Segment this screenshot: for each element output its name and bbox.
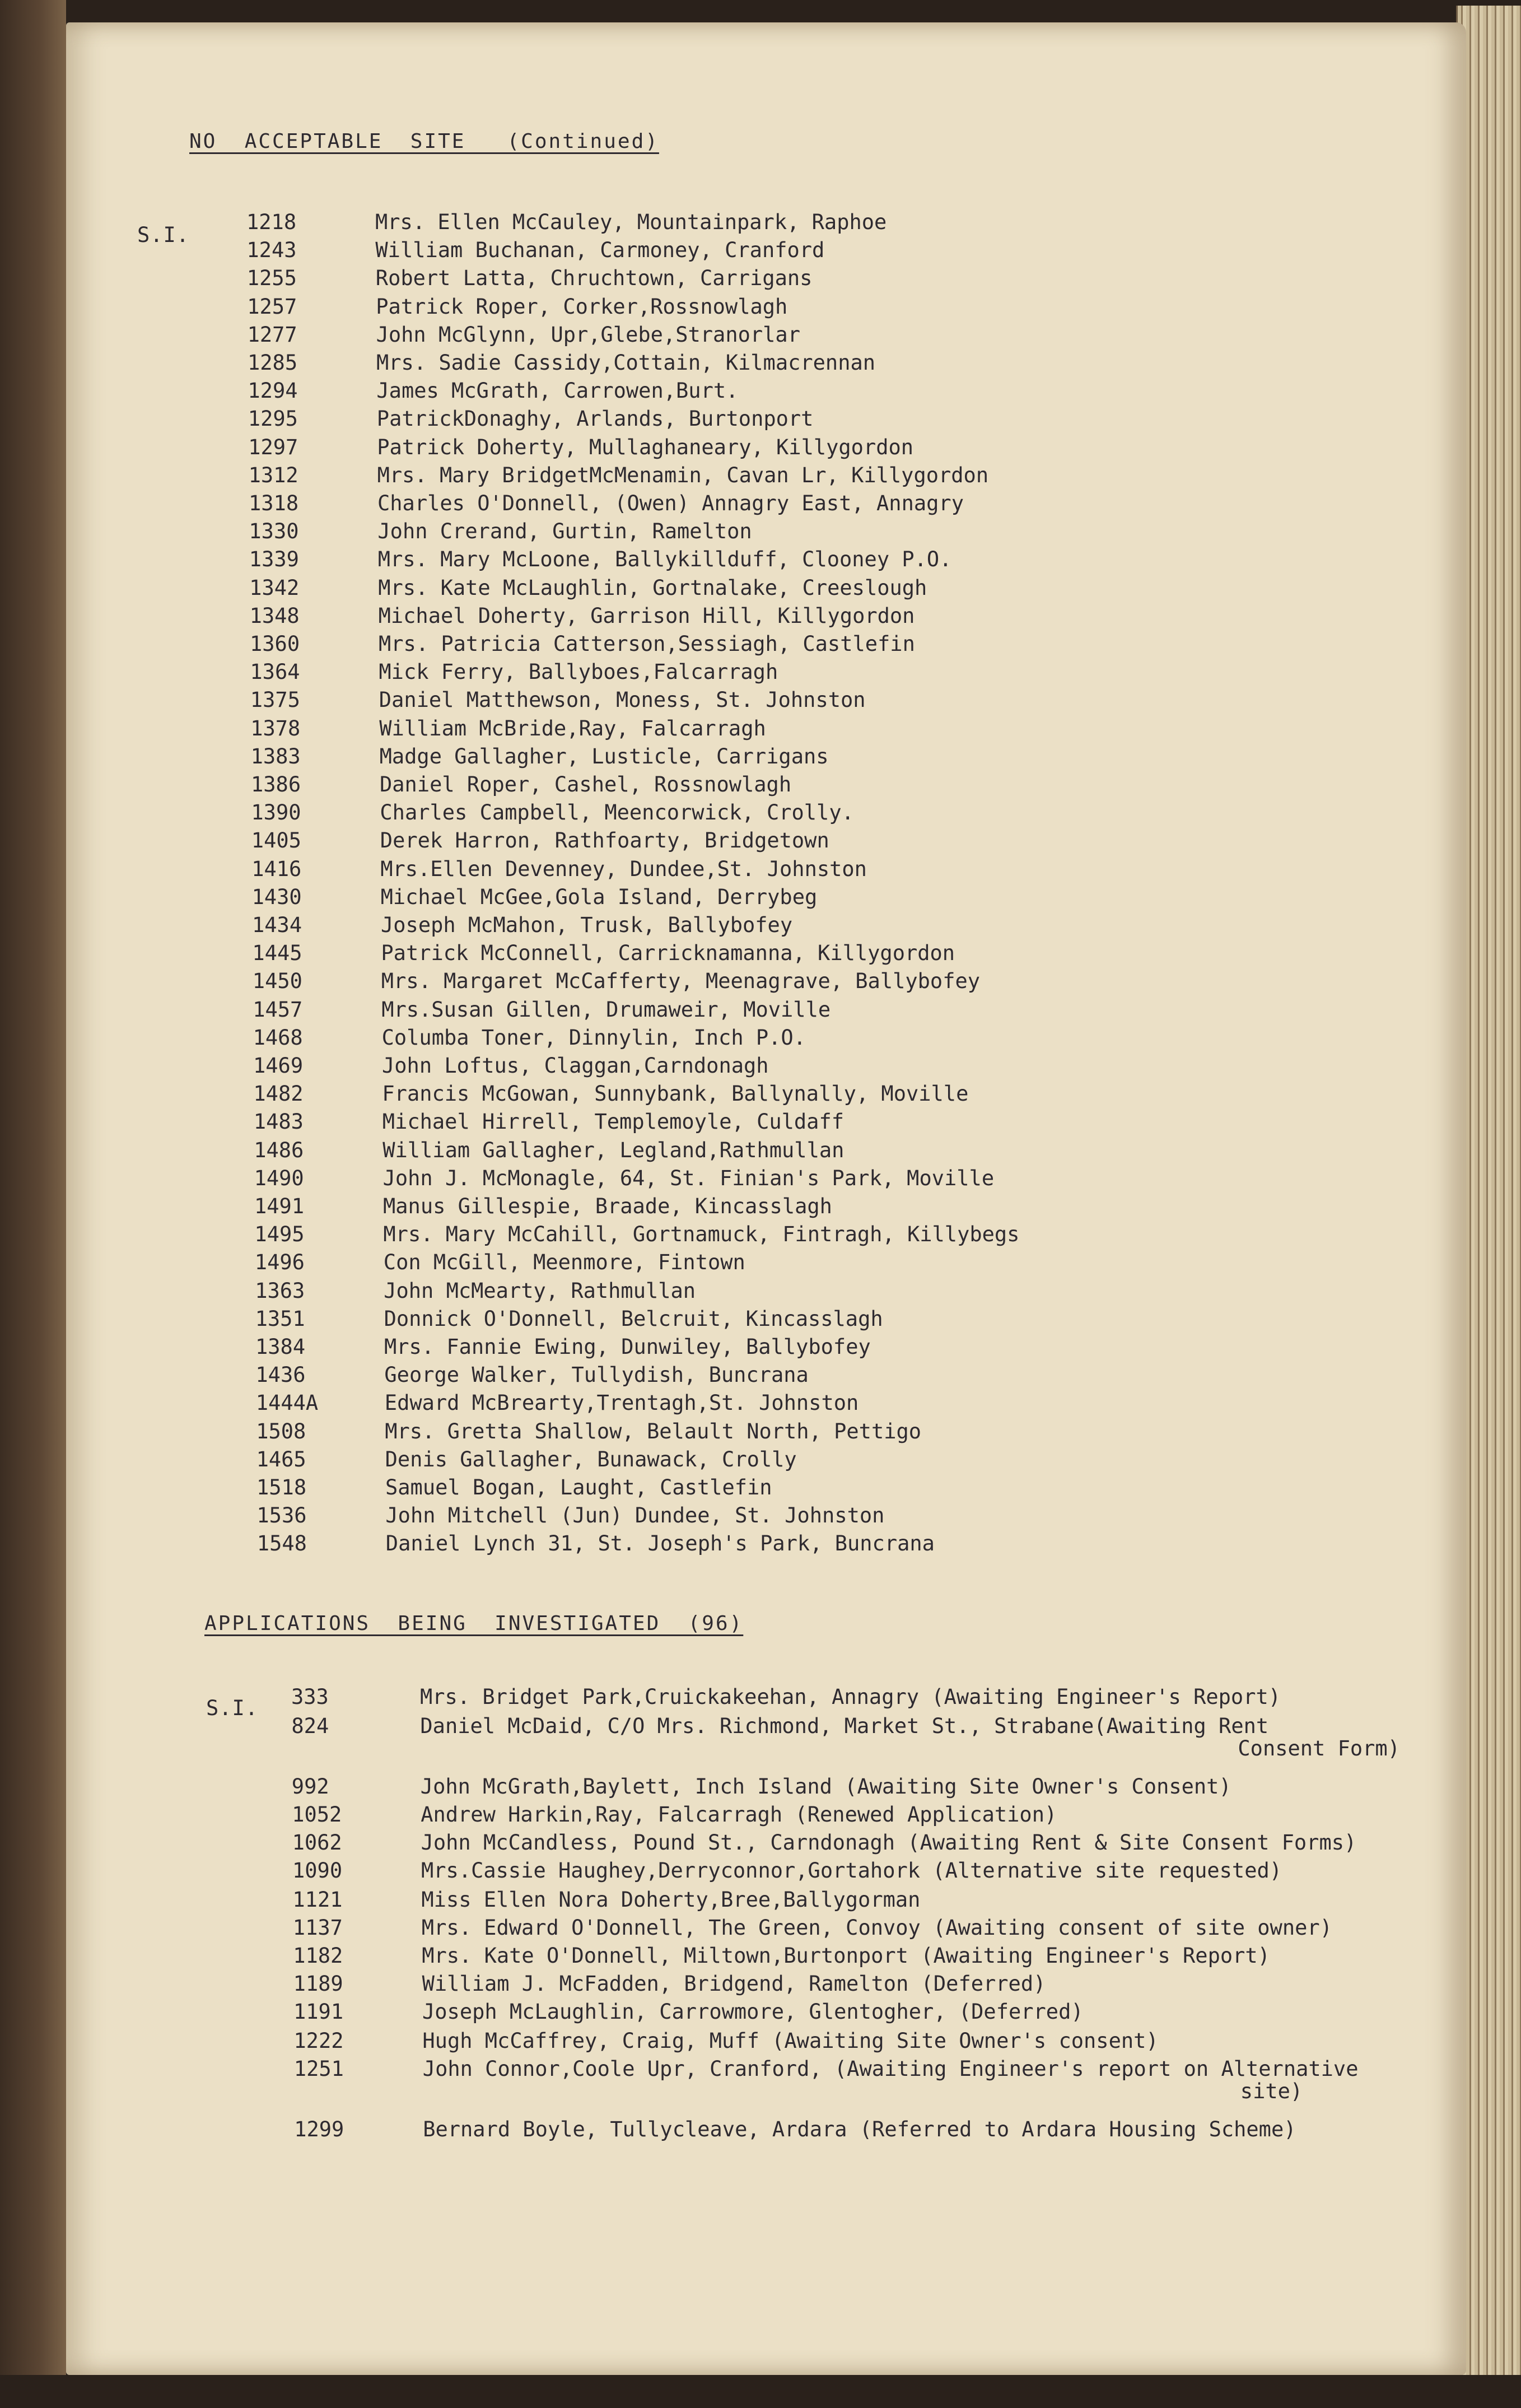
applicant-details: Hugh McCaffrey, Craig, Muff (Awaiting Site Owner's consent) xyxy=(422,2029,1159,2053)
application-number: 1299 xyxy=(294,2117,344,2141)
application-number: 1348 xyxy=(249,603,300,628)
application-number: 1436 xyxy=(255,1363,306,1387)
application-number: 1430 xyxy=(251,884,302,909)
applicant-details: PatrickDonaghy, Arlands, Burtonport xyxy=(376,407,814,431)
application-number: 1482 xyxy=(253,1082,304,1106)
applicant-details: George Walker, Tullydish, Buncrana xyxy=(384,1363,809,1387)
applicant-details: Mrs. Mary McLoone, Ballykillduff, Clooney P.O. xyxy=(377,547,952,572)
section-prefix-si-2: S.I. xyxy=(206,1696,259,1720)
application-number: 1469 xyxy=(253,1054,304,1078)
applicant-details: John McCandless, Pound St., Carndonagh (Awaiting Rent & Site Consent Forms) xyxy=(421,1831,1357,1855)
application-number: 1182 xyxy=(293,1944,343,1968)
application-number: 1339 xyxy=(249,547,299,572)
application-number: 1062 xyxy=(292,1831,342,1855)
applicant-details: Patrick McConnell, Carricknamanna, Killygordon xyxy=(381,941,955,966)
application-number: 1251 xyxy=(293,2057,344,2081)
applicant-details: Derek Harron, Rathfoarty, Bridgetown xyxy=(380,828,829,853)
applicant-details: Mrs. Kate O'Donnell, Miltown,Burtonport (Awaiting Engineer's Report) xyxy=(422,1944,1270,1968)
application-number: 1465 xyxy=(256,1447,306,1471)
application-number: 1277 xyxy=(247,322,297,347)
applicant-details: Denis Gallagher, Bunawack, Crolly xyxy=(385,1447,797,1471)
applicant-details: Mrs. Mary BridgetMcMenamin, Cavan Lr, Killygordon xyxy=(377,463,989,487)
applicant-details: Edward McBrearty,Trentagh,St. Johnston xyxy=(384,1391,859,1415)
applicant-details: Columba Toner, Dinnylin, Inch P.O. xyxy=(381,1025,806,1050)
application-number: 333 xyxy=(291,1685,329,1709)
applicant-details: John McGlynn, Upr,Glebe,Stranorlar xyxy=(376,322,800,347)
applicant-details: Mrs. Patricia Catterson,Sessiagh, Castlefin xyxy=(379,632,915,656)
application-number: 1360 xyxy=(250,632,300,656)
applicant-details: Mrs.Susan Gillen, Drumaweir, Moville xyxy=(381,997,831,1022)
application-number: 1536 xyxy=(256,1503,307,1528)
applicant-details: Patrick Roper, Corker,Rossnowlagh xyxy=(376,294,788,319)
applicant-details: Mrs. Bridget Park,Cruickakeehan, Annagry (Awaiting Engineer's Report) xyxy=(420,1685,1281,1709)
applicant-details: Mrs. Mary McCahill, Gortnamuck, Fintragh, Killybegs xyxy=(383,1222,1020,1247)
application-number: 1508 xyxy=(256,1419,306,1443)
application-number: 1384 xyxy=(255,1335,306,1359)
application-number: 1457 xyxy=(253,997,303,1022)
application-number: 1390 xyxy=(251,800,301,825)
applicant-details: Daniel Roper, Cashel, Rossnowlagh xyxy=(380,772,792,797)
applications-investigated-list xyxy=(291,1685,1445,2357)
applicant-details: Charles O'Donnell, (Owen) Annagry East, Annagry xyxy=(377,491,964,515)
applicant-details: Mick Ferry, Ballyboes,Falcarragh xyxy=(379,660,778,684)
application-number: 1318 xyxy=(249,491,299,515)
applicant-details: John J. McMonagle, 64, St. Finian's Park, Moville xyxy=(382,1166,995,1190)
applicant-details: Mrs. Kate McLaughlin, Gortnalake, Creeslough xyxy=(378,575,927,600)
application-number: 1363 xyxy=(255,1278,305,1303)
applicant-details: Robert Latta, Chruchtown, Carrigans xyxy=(375,266,813,291)
applicant-details: Con McGill, Meenmore, Fintown xyxy=(383,1250,745,1275)
application-number: 1491 xyxy=(254,1194,305,1218)
applicant-details: Michael Hirrell, Templemoyle, Culdaff xyxy=(382,1110,845,1134)
section-heading-no-acceptable-site: NO ACCEPTABLE SITE (Continued) xyxy=(189,130,659,153)
applicant-details: Michael Doherty, Garrison Hill, Killygordon xyxy=(378,603,915,628)
application-number: 1386 xyxy=(251,772,301,797)
application-number: 1405 xyxy=(251,828,301,853)
application-number: 1416 xyxy=(251,856,302,881)
applicant-details-continued: Consent Form) xyxy=(1238,1736,1400,1760)
applicant-details: Mrs. Ellen McCauley, Mountainpark, Raphoe xyxy=(375,210,887,234)
applicant-details: Daniel McDaid, C/O Mrs. Richmond, Market St., Strabane(Awaiting Rent xyxy=(420,1714,1269,1738)
applicant-details: William Gallagher, Legland,Rathmullan xyxy=(382,1138,845,1162)
application-number: 1052 xyxy=(292,1802,342,1827)
applicant-details: Andrew Harkin,Ray, Falcarragh (Renewed Application) xyxy=(421,1802,1057,1827)
applicant-details: Miss Ellen Nora Doherty,Bree,Ballygorman xyxy=(421,1888,921,1912)
applicant-details: Mrs. Fannie Ewing, Dunwiley, Ballybofey xyxy=(384,1335,871,1359)
application-number: 1496 xyxy=(254,1250,305,1275)
applicant-details: John Crerand, Gurtin, Ramelton xyxy=(377,519,752,544)
applicant-details: William J. McFadden, Bridgend, Ramelton (Deferred) xyxy=(422,1972,1046,1996)
application-number: 1312 xyxy=(248,463,298,487)
application-number: 1383 xyxy=(250,744,301,768)
applicant-details: Donnick O'Donnell, Belcruit, Kincasslagh xyxy=(384,1306,883,1331)
application-number: 1483 xyxy=(253,1110,304,1134)
section-heading-applications-investigated: APPLICATIONS BEING INVESTIGATED (96) xyxy=(204,1612,744,1635)
application-number: 1137 xyxy=(292,1916,343,1940)
application-number: 1486 xyxy=(254,1138,304,1162)
applicant-details: Francis McGowan, Sunnybank, Ballynally, Moville xyxy=(382,1082,969,1106)
applicant-details-continued: site) xyxy=(1240,2079,1303,2103)
applicant-details: Mrs. Sadie Cassidy,Cottain, Kilmacrennan xyxy=(376,351,876,375)
application-number: 1243 xyxy=(246,238,297,263)
applicant-details: Daniel Matthewson, Moness, St. Johnston xyxy=(379,688,866,712)
applicant-details: John Connor,Coole Upr, Cranford, (Awaiting Engineer's report on Alternative xyxy=(422,2057,1359,2081)
applicant-details: Madge Gallagher, Lusticle, Carrigans xyxy=(379,744,829,768)
application-number: 1548 xyxy=(256,1531,307,1556)
applicant-details: William McBride,Ray, Falcarragh xyxy=(379,716,766,740)
application-number: 1375 xyxy=(250,688,300,712)
applicant-details: James McGrath, Carrowen,Burt. xyxy=(376,379,739,403)
applicant-details: John McGrath,Baylett, Inch Island (Awaiting Site Owner's Consent) xyxy=(420,1774,1231,1799)
application-number: 1445 xyxy=(252,941,302,966)
applicant-details: Michael McGee,Gola Island, Derrybeg xyxy=(380,884,818,909)
application-number: 1295 xyxy=(248,407,298,431)
application-number: 824 xyxy=(291,1714,329,1738)
application-number: 1495 xyxy=(254,1222,305,1247)
applicant-details: Mrs.Ellen Devenney, Dundee,St. Johnston xyxy=(380,856,867,881)
applicant-details: John Mitchell (Jun) Dundee, St. Johnston xyxy=(385,1503,885,1528)
application-number: 1518 xyxy=(256,1475,307,1499)
applicant-details: John Loftus, Claggan,Carndonagh xyxy=(382,1054,769,1078)
application-number: 1257 xyxy=(247,294,297,319)
application-number: 1468 xyxy=(253,1025,303,1050)
application-number: 1222 xyxy=(293,2029,344,2053)
applicant-details: Charles Campbell, Meencorwick, Crolly. xyxy=(380,800,854,825)
application-number: 1121 xyxy=(292,1888,343,1912)
application-number: 1450 xyxy=(252,969,302,994)
applicant-details: Samuel Bogan, Laught, Castlefin xyxy=(385,1475,772,1499)
application-number: 1351 xyxy=(255,1306,305,1331)
applicant-details: Manus Gillespie, Braade, Kincasslagh xyxy=(383,1194,832,1218)
applicant-details: John McMearty, Rathmullan xyxy=(384,1278,696,1303)
background-band xyxy=(0,2375,1521,2408)
no-acceptable-site-list xyxy=(246,210,1422,1554)
application-number: 1294 xyxy=(248,379,298,403)
applicant-details: Mrs. Gretta Shallow, Belault North, Pettigo xyxy=(385,1419,922,1443)
application-number: 1342 xyxy=(249,575,300,600)
application-number: 1364 xyxy=(250,660,300,684)
applicant-details: Mrs.Cassie Haughey,Derryconnor,Gortahork (Alternative site requested) xyxy=(421,1859,1282,1883)
application-number: 1255 xyxy=(246,266,297,291)
applicant-details: Patrick Doherty, Mullaghaneary, Killygordon xyxy=(377,435,914,459)
application-number: 1189 xyxy=(293,1972,343,1996)
application-number: 1297 xyxy=(248,435,298,459)
application-number: 1434 xyxy=(252,913,302,937)
application-number: 1090 xyxy=(292,1859,343,1883)
applicant-details: Bernard Boyle, Tullycleave, Ardara (Referred to Ardara Housing Scheme) xyxy=(423,2117,1296,2141)
section-prefix-si: S.I. xyxy=(137,223,190,247)
application-number: 992 xyxy=(291,1774,329,1799)
application-number: 1285 xyxy=(248,351,298,375)
applicant-details: William Buchanan, Carmoney, Cranford xyxy=(375,238,825,263)
application-number: 1330 xyxy=(249,519,299,544)
book-binding-edge xyxy=(0,0,66,2408)
applicant-details: Joseph McLaughlin, Carrowmore, Glentogher, (Deferred) xyxy=(422,2000,1084,2024)
applicant-details: Mrs. Edward O'Donnell, The Green, Convoy (Awaiting consent of site owner) xyxy=(421,1916,1332,1940)
applicant-details: Joseph McMahon, Trusk, Ballybofey xyxy=(381,913,793,937)
applicant-details: Daniel Lynch 31, St. Joseph's Park, Buncrana xyxy=(385,1531,935,1556)
application-number: 1378 xyxy=(250,716,301,740)
application-number: 1218 xyxy=(246,210,297,234)
applicant-details: Mrs. Margaret McCafferty, Meenagrave, Ballybofey xyxy=(381,969,981,994)
application-number: 1490 xyxy=(254,1166,304,1190)
application-number: 1444A xyxy=(255,1391,319,1415)
application-number: 1191 xyxy=(293,2000,344,2024)
